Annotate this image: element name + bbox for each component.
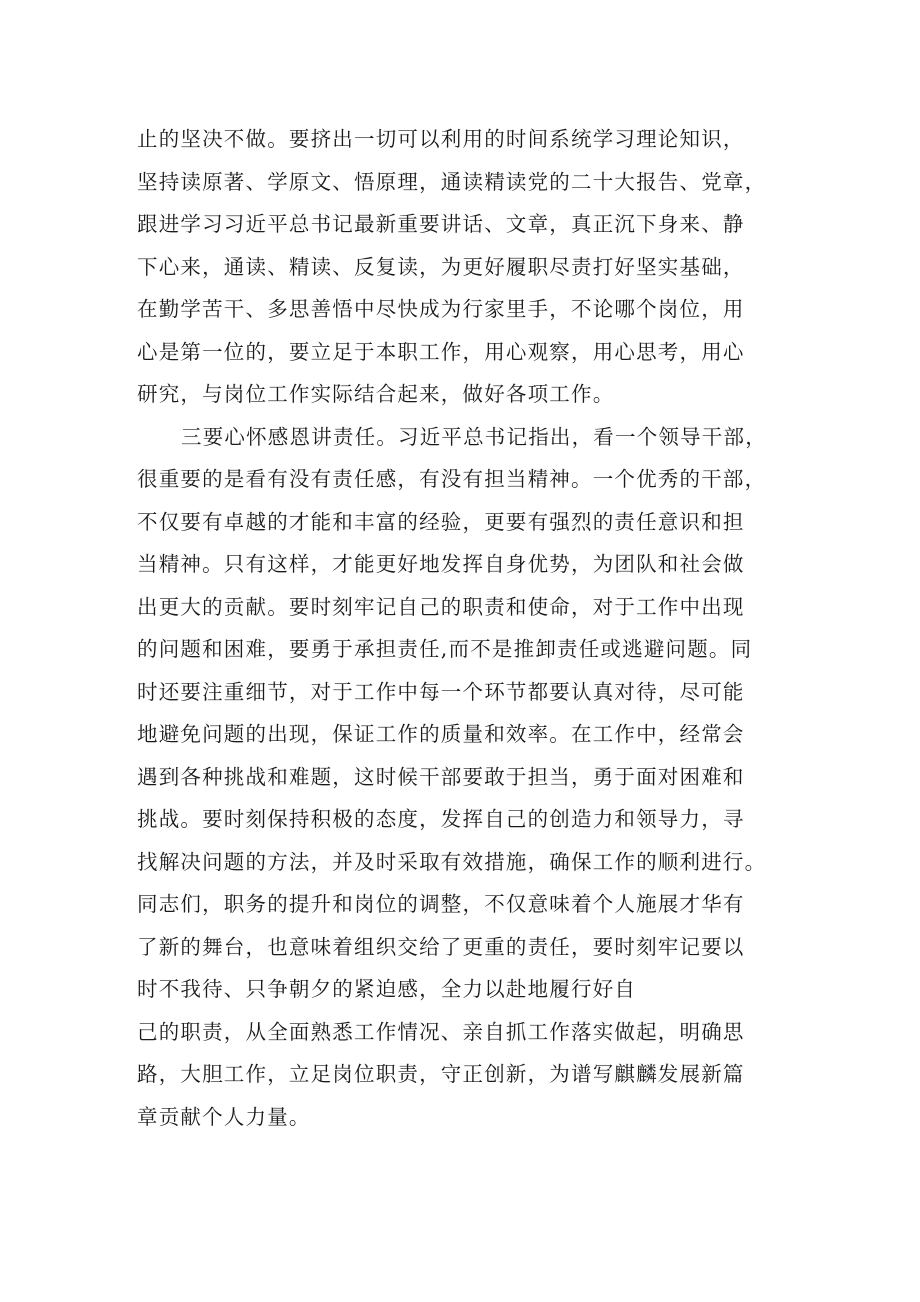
text-line: 地避免问题的出现，保证工作的质量和效率。在工作中，经常会 xyxy=(137,722,745,746)
text-line: 在勤学苦干、多思善悟中尽快成为行家里手，不论哪个岗位，用 xyxy=(137,297,745,321)
text-line: 当精神。只有这样，才能更好地发挥自身优势，为团队和社会做 xyxy=(137,552,745,576)
text-line: 己的职责，从全面熟悉工作情况、亲自抓工作落实做起，明确思 xyxy=(137,1019,745,1044)
text-line: 了新的舞台，也意味着组织交给了更重的责任，要时刻牢记要以 xyxy=(137,934,745,959)
text-line: 章贡献个人力量。 xyxy=(137,1104,311,1129)
text-line: 的问题和困难，要勇于承担责任,而不是推卸责任或逃避问题。同 xyxy=(137,637,753,661)
text-line: 下心来，通读、精读、反复读，为更好履职尽责打好坚实基础， xyxy=(137,254,745,279)
text-line: 遇到各种挑战和难题，这时候干部要敢于担当，勇于面对困难和 xyxy=(137,764,745,789)
document-body xyxy=(137,118,817,1138)
text-line: 坚持读原著、学原文、悟原理，通读精读党的二十大报告、党章， xyxy=(137,169,767,194)
text-line: 不仅要有卓越的才能和丰富的经验，更要有强烈的责任意识和担 xyxy=(137,509,745,534)
text-line: 止的坚决不做。要挤出一切可以利用的时间系统学习理论知识， xyxy=(137,127,745,151)
text-line: 出更大的贡献。要时刻牢记自己的职责和使命，对于工作中出现 xyxy=(137,594,745,619)
text-line: 很重要的是看有没有责任感，有没有担当精神。一个优秀的干部， xyxy=(137,467,767,491)
text-line: 跟进学习习近平总书记最新重要讲话、文章，真正沉下身来、静 xyxy=(137,212,745,236)
text-line: 找解决问题的方法，并及时采取有效措施，确保工作的顺利进行。 xyxy=(137,849,767,874)
text-line: 时还要注重细节，对于工作中每一个环节都要认真对待，尽可能 xyxy=(137,679,745,704)
text-line: 同志们，职务的提升和岗位的调整，不仅意味着个人施展才华有 xyxy=(137,892,745,916)
text-line: 研究，与岗位工作实际结合起来，做好各项工作。 xyxy=(137,382,615,406)
text-line: 路，大胆工作，立足岗位职责，守正创新，为谱写麒麟发展新篇 xyxy=(137,1062,745,1086)
text-line: 心是第一位的，要立足于本职工作，用心观察，用心思考，用心 xyxy=(137,339,745,364)
text-line: 挑战。要时刻保持积极的态度，发挥自己的创造力和领导力，寻 xyxy=(137,807,745,831)
text-line: 时不我待、只争朝夕的紧迫感，全力以赴地履行好自 xyxy=(137,977,637,1001)
paragraph-start-line: 三要心怀感恩讲责任。习近平总书记指出，看一个领导干部， xyxy=(181,424,767,449)
